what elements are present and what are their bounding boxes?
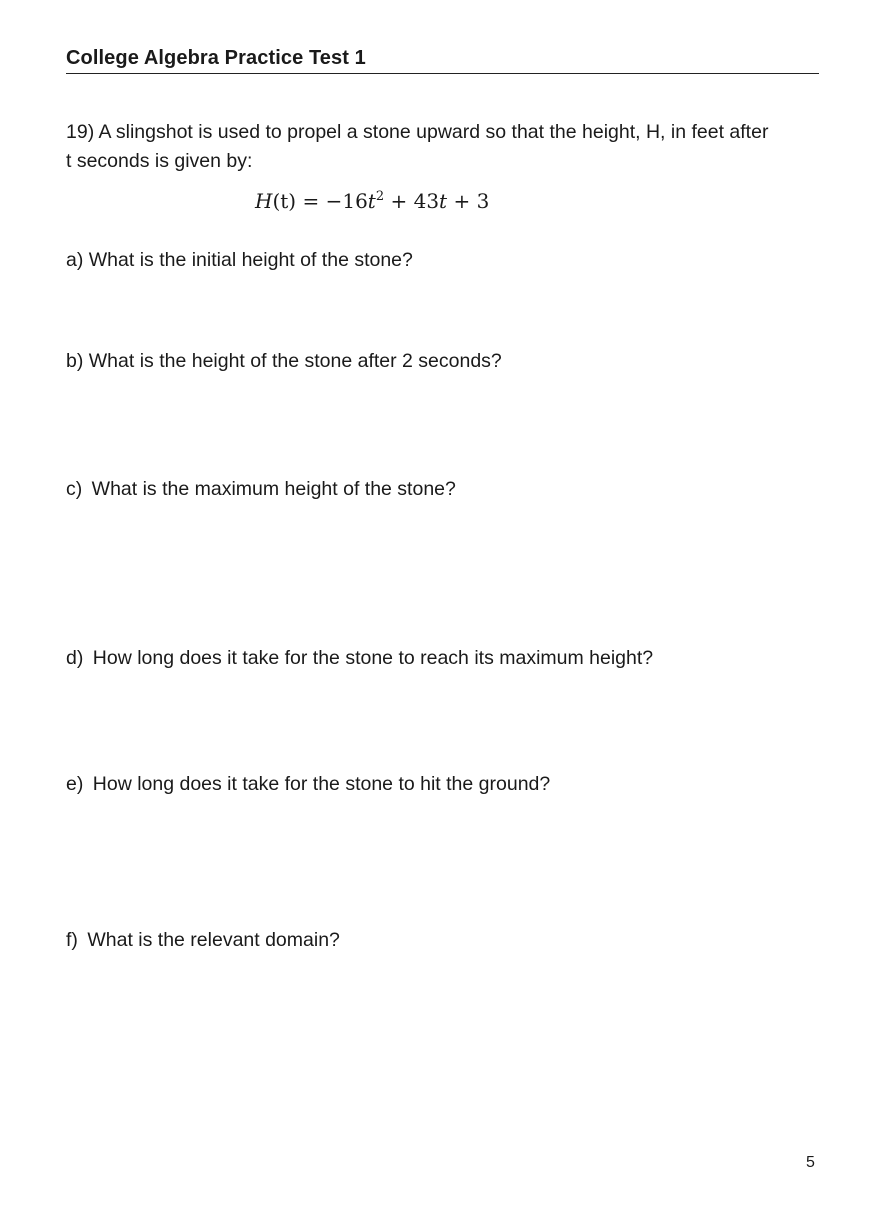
problem-intro-line-1: 19) A slingshot is used to propel a stone upward so that the height, H, in feet after xyxy=(66,121,769,143)
question-a xyxy=(66,249,413,272)
question-text: What is the height of the stone after 2 seconds? xyxy=(88,350,502,372)
question-label: b) xyxy=(66,350,84,372)
question-text: What is the initial height of the stone? xyxy=(88,249,413,271)
equation-argument: (t) xyxy=(272,189,297,213)
problem-intro-line-2: t seconds is given by: xyxy=(66,150,253,172)
header-divider xyxy=(66,73,819,74)
question-text: What is the relevant domain? xyxy=(87,929,340,951)
equation-variable-2: t xyxy=(439,189,448,213)
equation-coefficient-1: = −16 xyxy=(296,189,368,213)
question-c xyxy=(66,478,456,501)
page-number: 5 xyxy=(806,1154,815,1171)
equation-variable-1: t xyxy=(367,189,376,213)
height-equation xyxy=(255,189,489,213)
question-label: a) xyxy=(66,249,84,271)
page-title: College Algebra Practice Test 1 xyxy=(66,47,366,69)
question-b xyxy=(66,350,502,373)
question-label: c) xyxy=(66,478,83,500)
question-text: How long does it take for the stone to reach its maximum height? xyxy=(92,647,654,669)
question-d xyxy=(66,647,653,670)
question-label: f) xyxy=(66,929,78,951)
equation-coefficient-2: + 43 xyxy=(384,189,440,213)
question-text: How long does it take for the stone to hit the ground? xyxy=(92,773,551,795)
question-label: e) xyxy=(66,773,84,795)
question-e xyxy=(66,773,550,796)
problem-statement xyxy=(66,118,826,176)
equation-function-name: H xyxy=(255,189,273,213)
equation-exponent: 2 xyxy=(375,189,385,204)
question-label: d) xyxy=(66,647,84,669)
question-f xyxy=(66,929,340,952)
equation-constant: + 3 xyxy=(447,189,490,213)
question-text: What is the maximum height of the stone? xyxy=(91,478,456,500)
